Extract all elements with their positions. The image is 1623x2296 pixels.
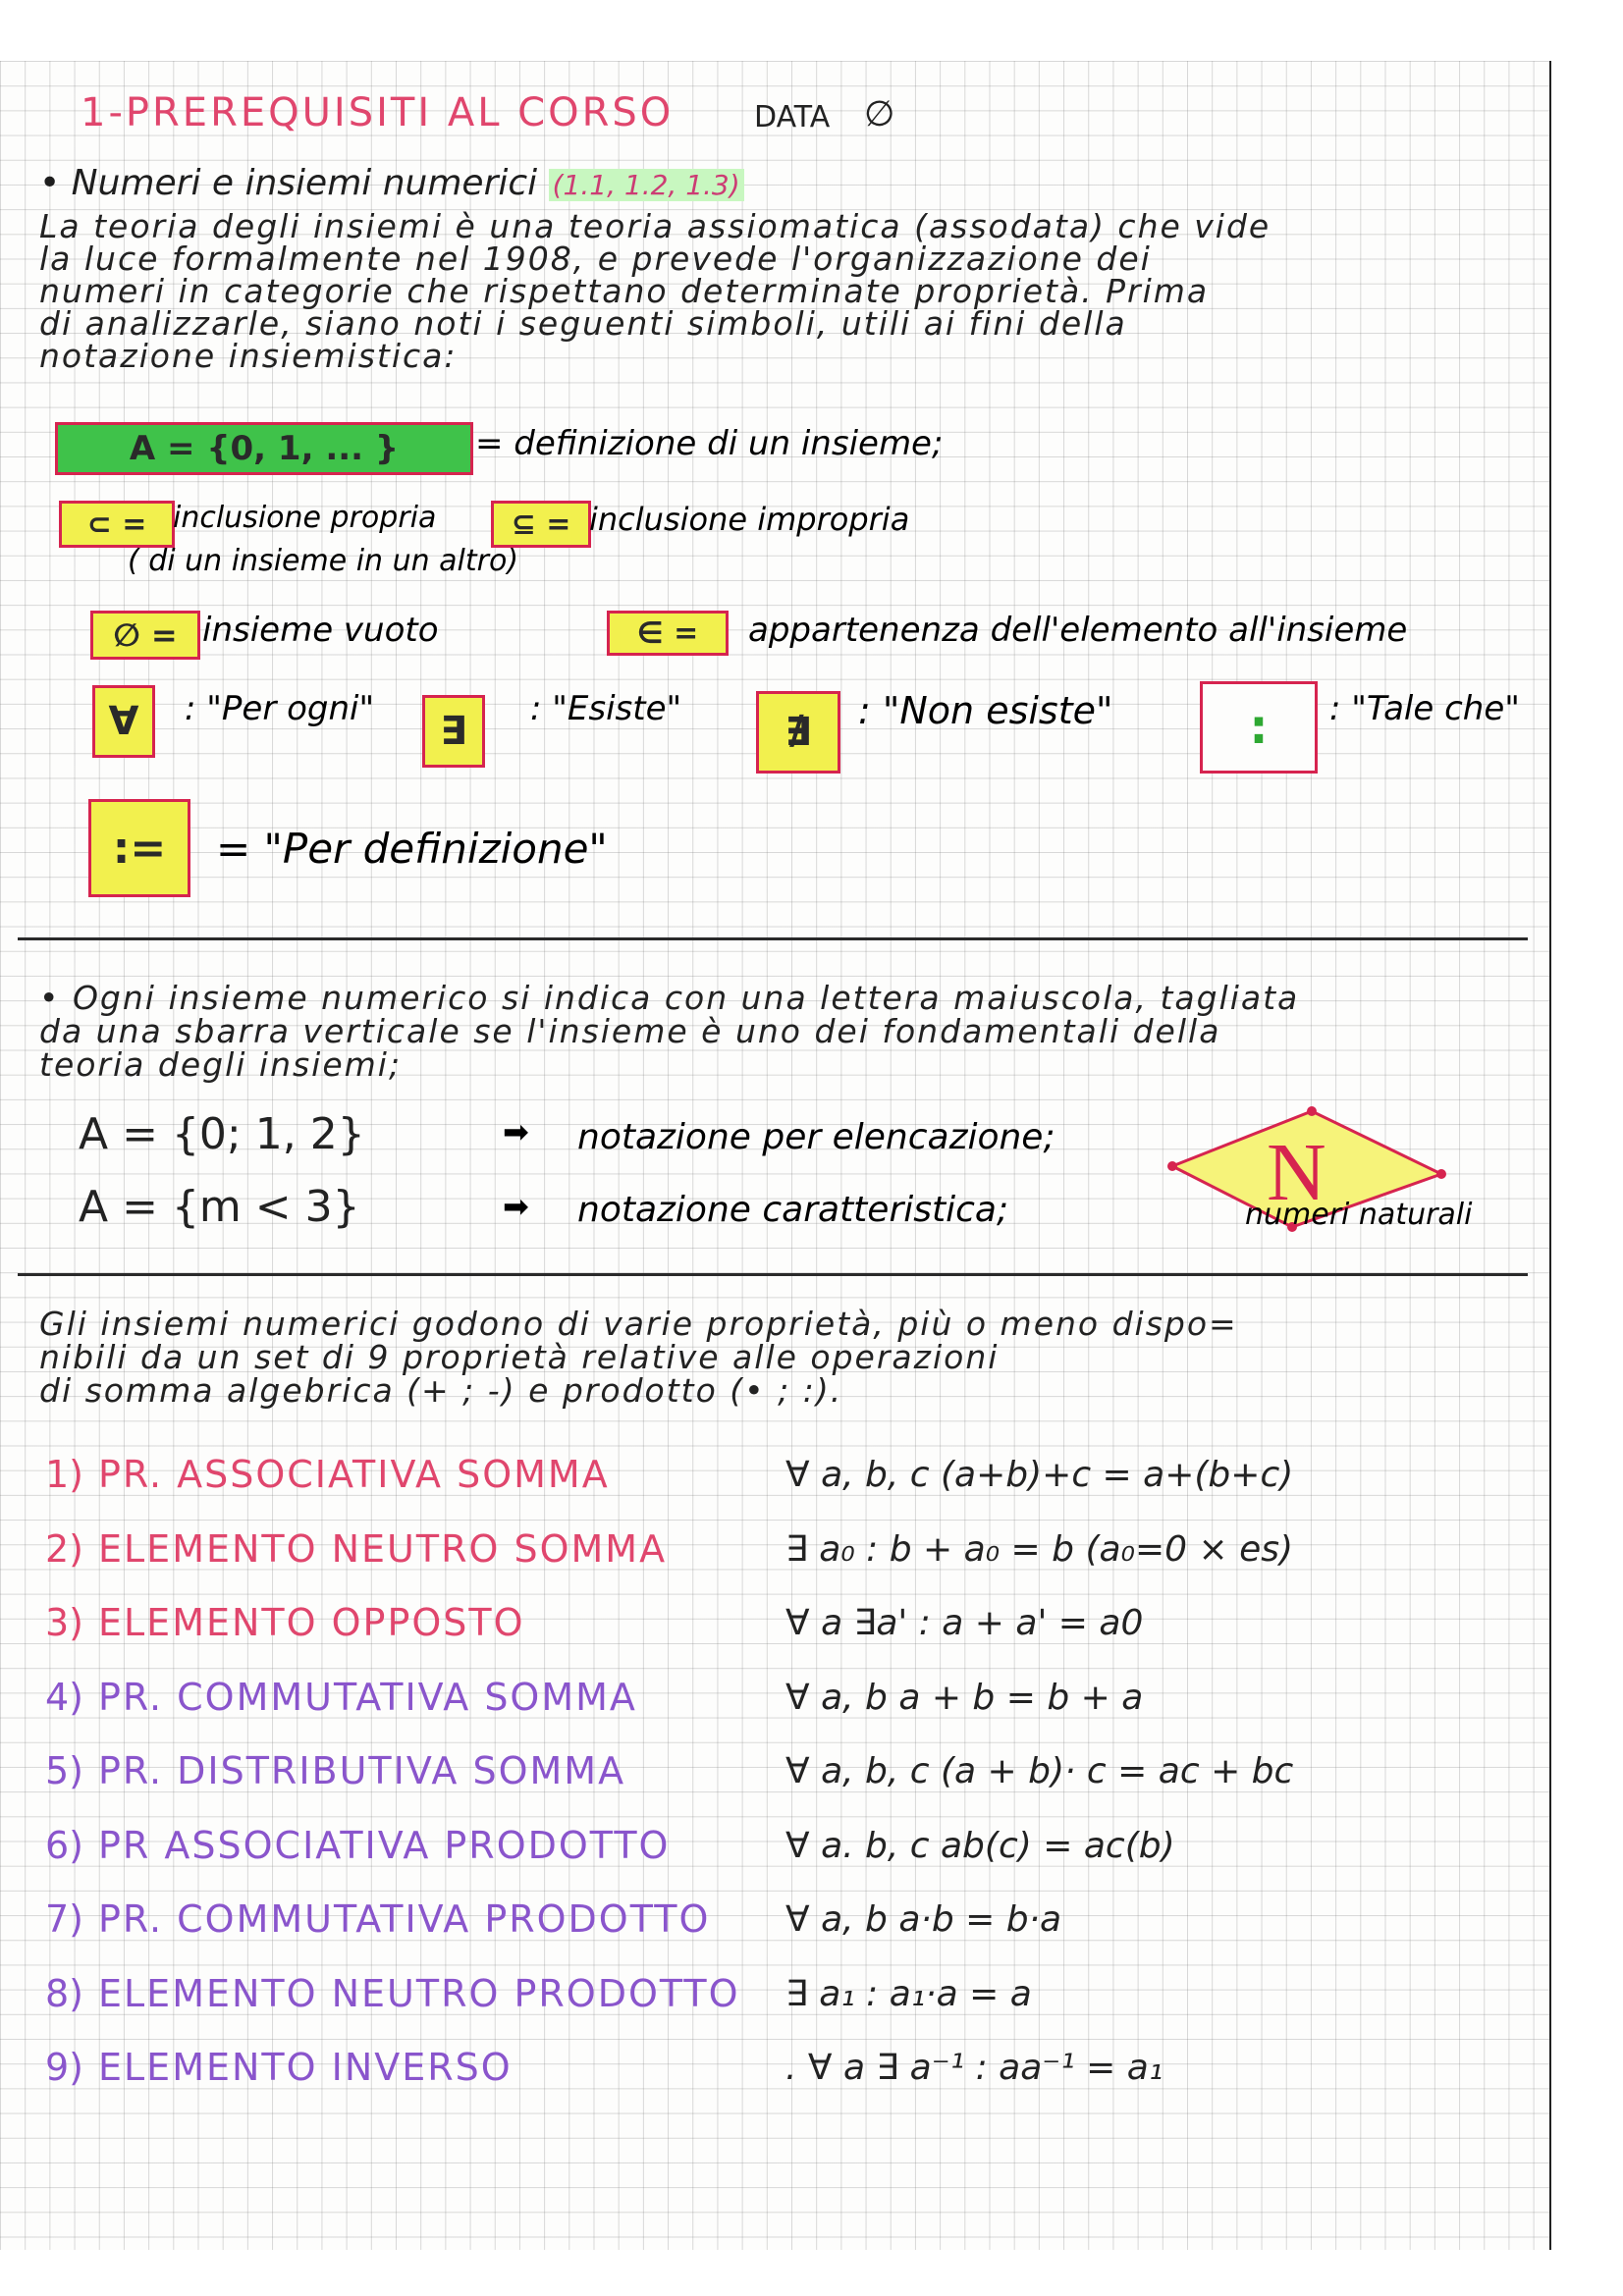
empty-set-label: insieme vuoto (202, 611, 439, 650)
inclusion-note: ( di un insieme in un altro) (128, 544, 519, 578)
property-number: 3) (45, 1601, 84, 1644)
empty-set-symbol (90, 611, 200, 660)
empty-set-symbol-text: ∅ = (113, 616, 178, 654)
paragraph-line: teoria degli insiemi; (39, 1045, 403, 1084)
property-number: 2) (45, 1526, 84, 1571)
diamond-vertex (1307, 1106, 1317, 1116)
property-number: 7) (45, 1897, 84, 1941)
exists-symbol (422, 695, 485, 768)
example-formula: A = {0; 1, 2} (79, 1109, 365, 1159)
exists-label: : "Esiste" (530, 689, 682, 728)
belongs-symbol-text: ∈ = (636, 615, 699, 651)
such-that-symbol (1200, 681, 1318, 774)
paragraph-line: • Ogni insieme numerico si indica con una lettera maiuscola, tagliata (39, 979, 1300, 1017)
forall-symbol (92, 685, 155, 758)
notebook-page (0, 61, 1551, 2250)
property-formula: ∀ a, b, c (a + b)· c = ac + bc (785, 1751, 1294, 1791)
arrow-icon: ➡ (503, 1188, 529, 1225)
proper-inclusion-symbol (59, 501, 175, 548)
paragraph-line: notazione insiemistica: (39, 337, 458, 375)
property-formula: ∃ a₀ : b + a₀ = b (a₀=0 × es) (785, 1528, 1294, 1570)
property-number: 6) (45, 1823, 84, 1867)
paragraph-line: nibili da un set di 9 proprietà relative alle operazioni (39, 1338, 1000, 1376)
paragraph-line: di analizzarle, siano noti i seguenti simboli, utili ai fini della (39, 304, 1127, 343)
intro-paragraph (39, 207, 1271, 375)
not-exists-label: : "Non esiste" (858, 689, 1113, 732)
forall-label: : "Per ogni" (185, 689, 375, 728)
by-definition-symbol (88, 799, 190, 897)
property-number: 1) (45, 1453, 84, 1496)
paragraph-line: numeri in categorie che rispettano determinate proprietà. Prima (39, 272, 1210, 310)
improper-inclusion-symbol (491, 501, 591, 548)
property-name: PR. COMMUTATIVA SOMMA (98, 1675, 637, 1719)
diamond-vertex (1167, 1161, 1177, 1171)
section-heading-text: • Numeri e insiemi numerici (39, 163, 538, 203)
property-formula: ∀ a. b, c ab(c) = ac(b) (785, 1825, 1175, 1866)
property-name: ELEMENTO NEUTRO PRODOTTO (98, 1971, 740, 2015)
property-name: PR. DISTRIBUTIVA SOMMA (98, 1749, 626, 1792)
section-heading (39, 163, 744, 203)
improper-inclusion-label: inclusione impropria (589, 501, 910, 538)
such-that-symbol-text: : (1249, 700, 1269, 755)
paragraph-line: la luce formalmente nel 1908, e prevede l'organizzazione dei (39, 240, 1152, 278)
property-name: ELEMENTO OPPOSTO (98, 1601, 525, 1644)
page-title: 1-PREREQUISITI AL CORSO (81, 90, 675, 135)
date-label: DATA (754, 100, 831, 134)
section-divider (18, 937, 1528, 940)
forall-symbol-text: ∀ (108, 699, 139, 744)
property-formula: ∀ a, b a·b = b·a (785, 1899, 1062, 1940)
arrow-icon: ➡ (503, 1113, 529, 1150)
property-formula: ∃ a₁ : a₁·a = a (785, 1973, 1032, 2014)
property-number: 4) (45, 1675, 84, 1719)
example-label: notazione per elencazione; (577, 1117, 1055, 1157)
section-refs: (1.1, 1.2, 1.3) (549, 169, 744, 201)
not-exists-symbol-text: ∄ (784, 710, 812, 755)
property-number: 9) (45, 2046, 84, 2089)
proper-inclusion-symbol-text: ⊂ = (86, 507, 147, 542)
property-name: PR. ASSOCIATIVA SOMMA (98, 1453, 610, 1496)
section-divider (18, 1273, 1528, 1276)
property-name: PR ASSOCIATIVA PRODOTTO (98, 1823, 671, 1867)
set-definition-label: = definizione di un insieme; (475, 424, 944, 463)
by-definition-label: = "Per definizione" (216, 825, 608, 873)
natural-numbers-label: numeri naturali (1245, 1198, 1473, 1232)
property-name: ELEMENTO INVERSO (98, 2046, 513, 2089)
property-number: 5) (45, 1749, 84, 1792)
proper-inclusion-label: inclusione propria (173, 501, 437, 535)
paragraph-line: Gli insiemi numerici godono di varie proprietà, più o meno dispo= (39, 1305, 1238, 1343)
property-formula: . ∀ a ∃ a⁻¹ : aa⁻¹ = a₁ (785, 2048, 1163, 2088)
exists-symbol-text: ∃ (440, 709, 467, 754)
improper-inclusion-symbol-text: ⊆ = (511, 507, 571, 542)
property-name: ELEMENTO NEUTRO SOMMA (98, 1526, 668, 1571)
belongs-label: appartenenza dell'elemento all'insieme (748, 611, 1408, 650)
example-formula: A = {m < 3} (79, 1182, 360, 1232)
natural-symbol: N (1267, 1127, 1326, 1218)
diamond-vertex (1436, 1169, 1446, 1179)
not-exists-symbol (756, 691, 840, 774)
date-value: ∅ (864, 94, 895, 134)
by-definition-symbol-text: := (112, 823, 167, 874)
belongs-symbol (607, 611, 729, 656)
set-definition-symbol-text: A = {0, 1, ... } (129, 429, 400, 468)
paragraph-line: La teoria degli insiemi è una teoria assiomatica (assodata) che vide (39, 207, 1271, 245)
property-formula: ∀ a, b, c (a+b)+c = a+(b+c) (785, 1455, 1294, 1495)
paragraph-line: da una sbarra verticale se l'insieme è uno dei fondamentali della (39, 1012, 1221, 1050)
property-name: PR. COMMUTATIVA PRODOTTO (98, 1897, 711, 1941)
example-label: notazione caratteristica; (577, 1190, 1009, 1230)
property-formula: ∀ a ∃a' : a + a' = a0 (785, 1603, 1144, 1643)
sets-paragraph (39, 979, 1300, 1084)
properties-paragraph (39, 1305, 1238, 1410)
property-formula: ∀ a, b a + b = b + a (785, 1677, 1144, 1718)
property-number: 8) (45, 1971, 84, 2015)
set-definition-symbol (55, 422, 473, 475)
paragraph-line: di somma algebrica (+ ; -) e prodotto (• ; :). (39, 1371, 843, 1410)
such-that-label: : "Tale che" (1329, 689, 1520, 728)
